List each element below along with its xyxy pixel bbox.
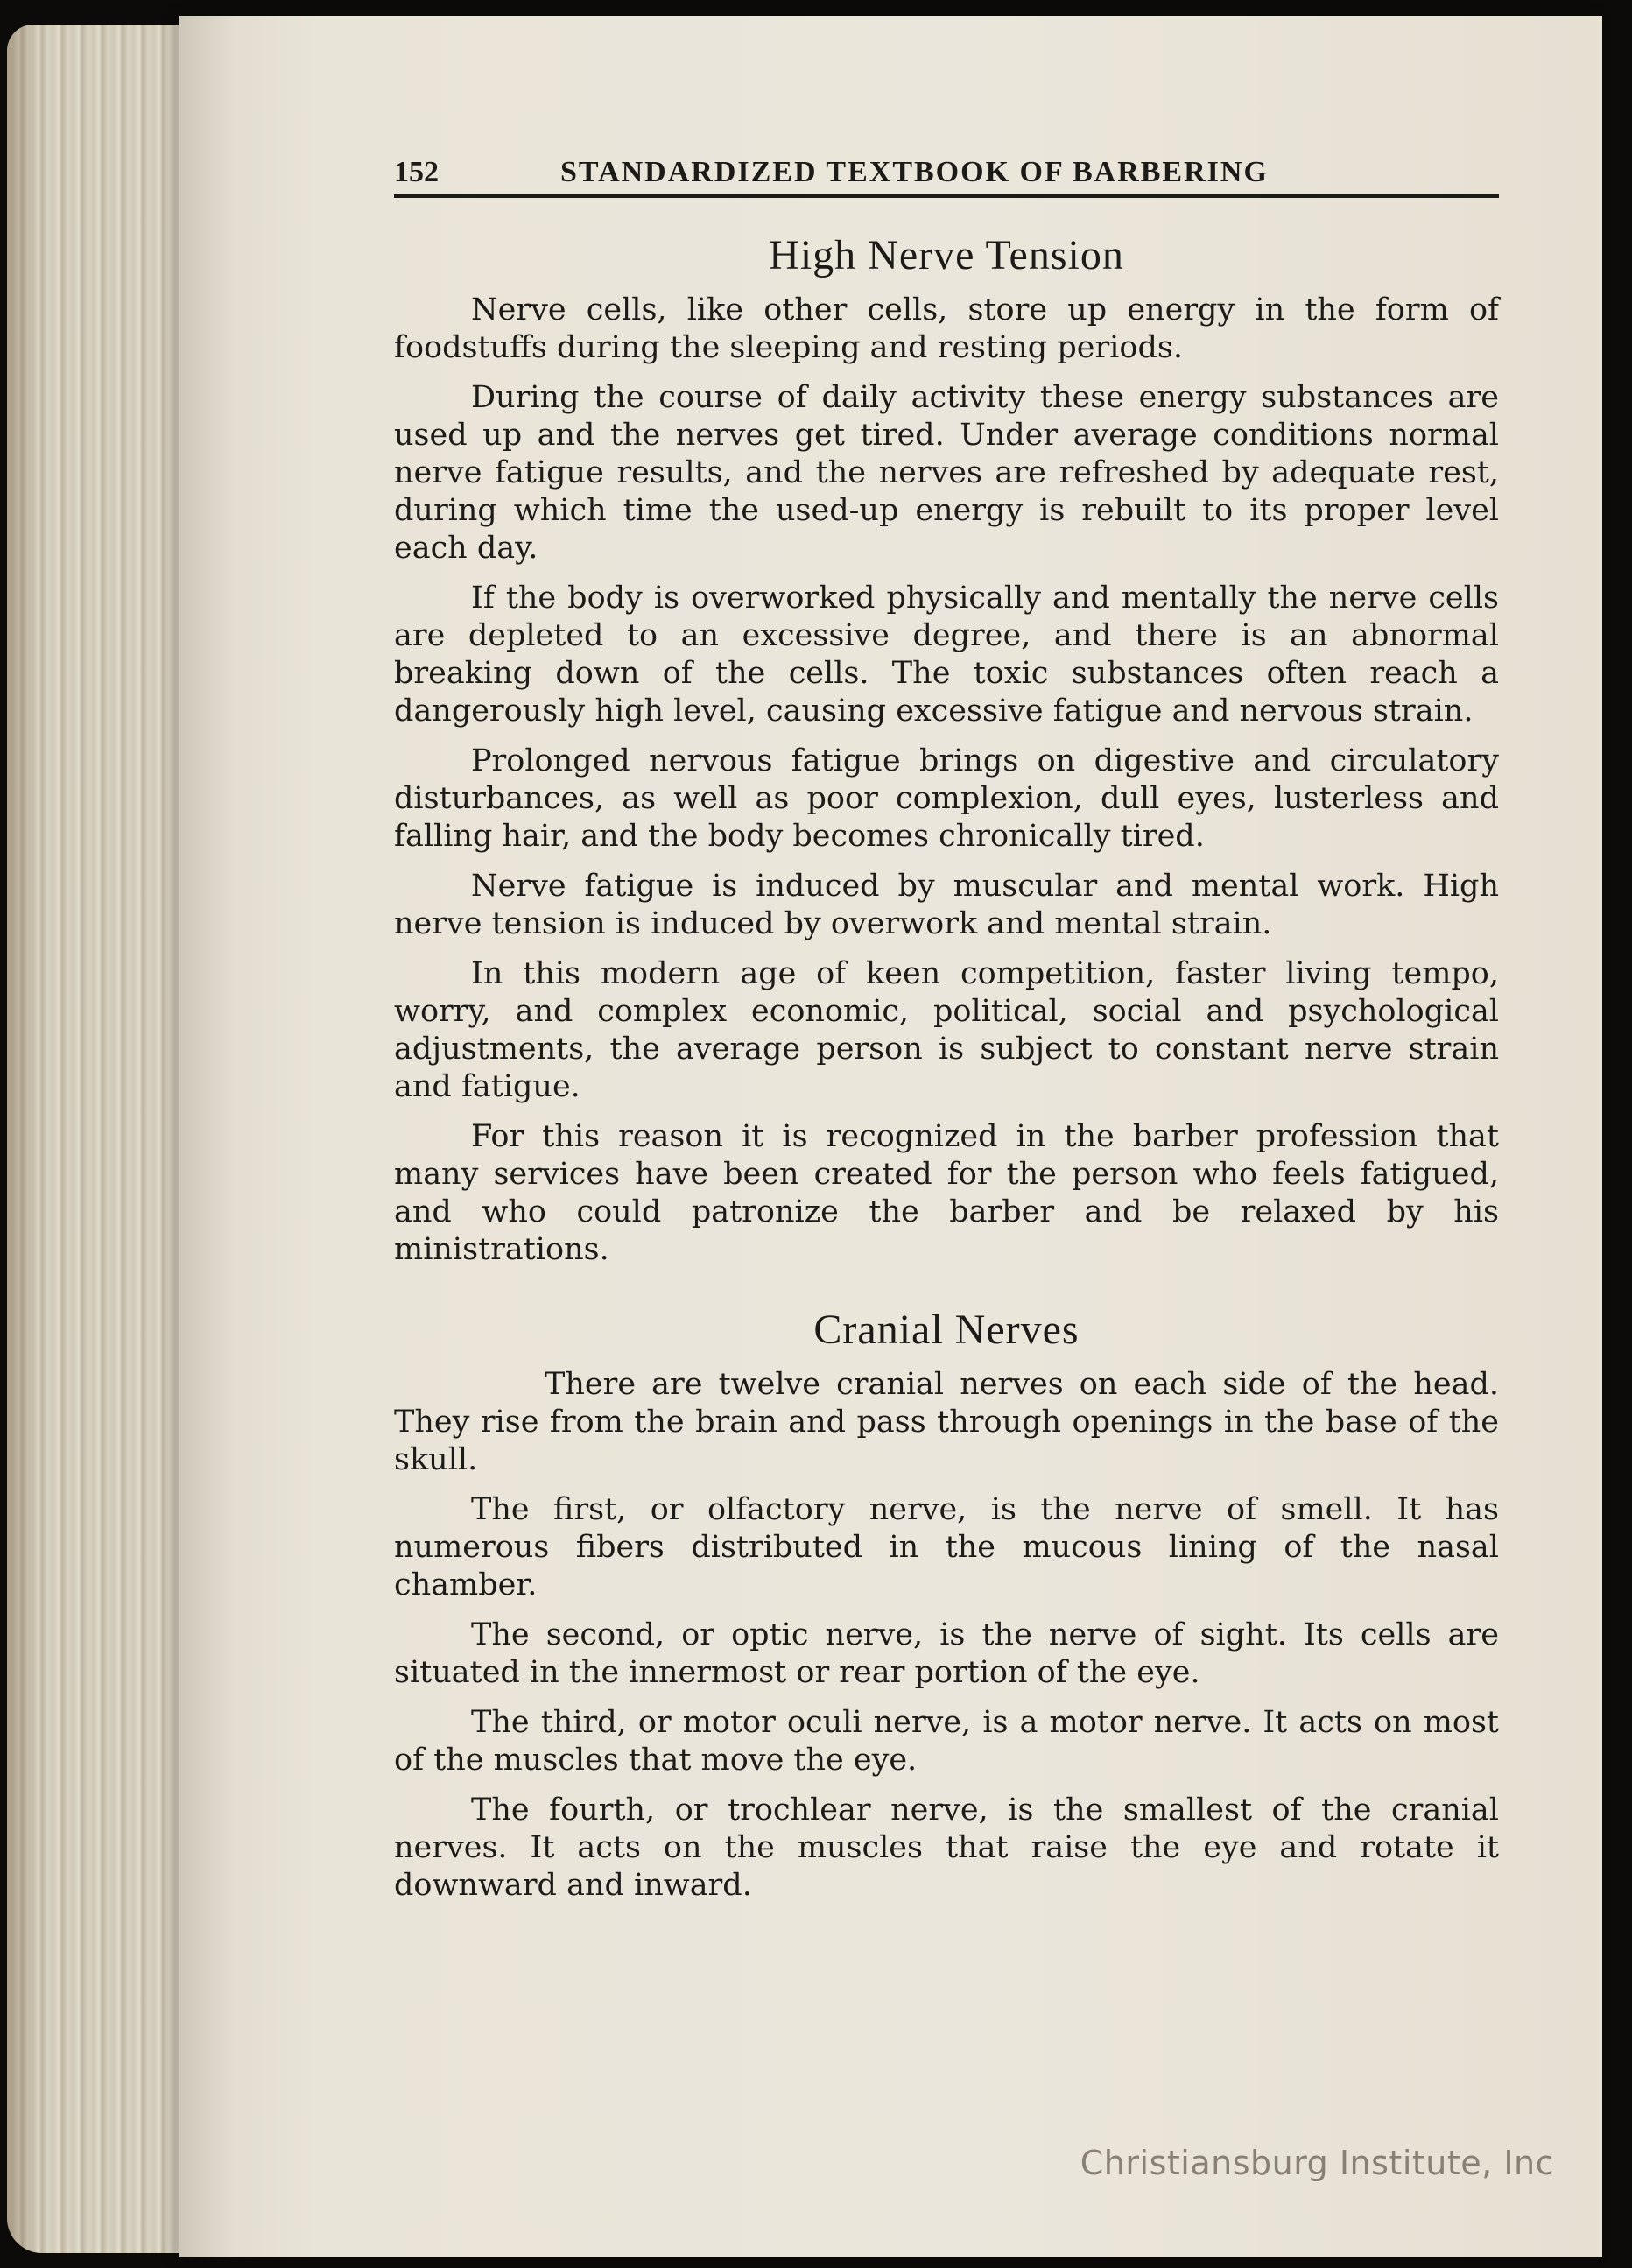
section-high-nerve-tension xyxy=(394,231,1499,1269)
running-head xyxy=(394,156,1499,198)
paragraph: During the course of daily activity these energy substances are used up and the nerves get tired. Under average conditions normal nerve fatigue results, and the nerves are refreshed by adequate rest, during which time the used-up energy is rebuilt to its proper level each day. xyxy=(394,380,1499,566)
section-cranial-nerves xyxy=(394,1306,1499,1905)
paragraph: The third, or motor oculi nerve, is a motor nerve. It acts on most of the muscles that move the eye. xyxy=(394,1705,1499,1778)
paragraph: Prolonged nervous fatigue brings on digestive and circulatory disturbances, as well as poor complexion, dull eyes, lusterless and falling hair, and the body becomes chronically tired. xyxy=(394,743,1499,854)
paragraph: The fourth, or trochlear nerve, is the smallest of the cranial nerves. It acts on the muscles that raise the eye and rotate it downward and inward. xyxy=(394,1793,1499,1903)
book-page xyxy=(179,16,1602,2257)
paragraph: The first, or olfactory nerve, is the nerve of smell. It has numerous fibers distributed in the mucous lining of the nasal chamber. xyxy=(394,1492,1499,1602)
paragraph: Nerve fatigue is induced by muscular and mental work. High nerve tension is induced by overwork and mental strain. xyxy=(394,869,1499,941)
page-number: 152 xyxy=(394,156,439,188)
paragraph: There are twelve cranial nerves on each side of the head. They rise from the brain and pass through openings in the base of the skull. xyxy=(394,1367,1499,1477)
section-heading: Cranial Nerves xyxy=(813,1307,1080,1353)
paragraph: In this modern age of keen competition, faster living tempo, worry, and complex economic, political, social and psychological adjustments, the average person is subject to constant nerve strain and fatigue. xyxy=(394,956,1499,1104)
paragraph: If the body is overworked physically and mentally the nerve cells are depleted to an excessive degree, and there is an abnormal breaking down of the cells. The toxic substances often reach a dangerously high level, causing excessive fatigue and nervous strain. xyxy=(394,581,1499,729)
running-title: STANDARDIZED TEXTBOOK OF BARBERING xyxy=(560,156,1269,188)
paragraph: Nerve cells, like other cells, store up energy in the form of foodstuffs during the sleeping and resting periods. xyxy=(394,292,1499,365)
watermark: Christiansburg Institute, Inc xyxy=(1080,2144,1554,2182)
paragraph: The second, or optic nerve, is the nerve of sight. Its cells are situated in the innermost or rear portion of the eye. xyxy=(394,1617,1499,1690)
page-content xyxy=(394,156,1499,1917)
section-heading: High Nerve Tension xyxy=(769,232,1124,278)
paragraph: For this reason it is recognized in the barber profession that many services have been created for the person who feels fatigued, and who could patronize the barber and be relaxed by his ministrations. xyxy=(394,1119,1499,1267)
